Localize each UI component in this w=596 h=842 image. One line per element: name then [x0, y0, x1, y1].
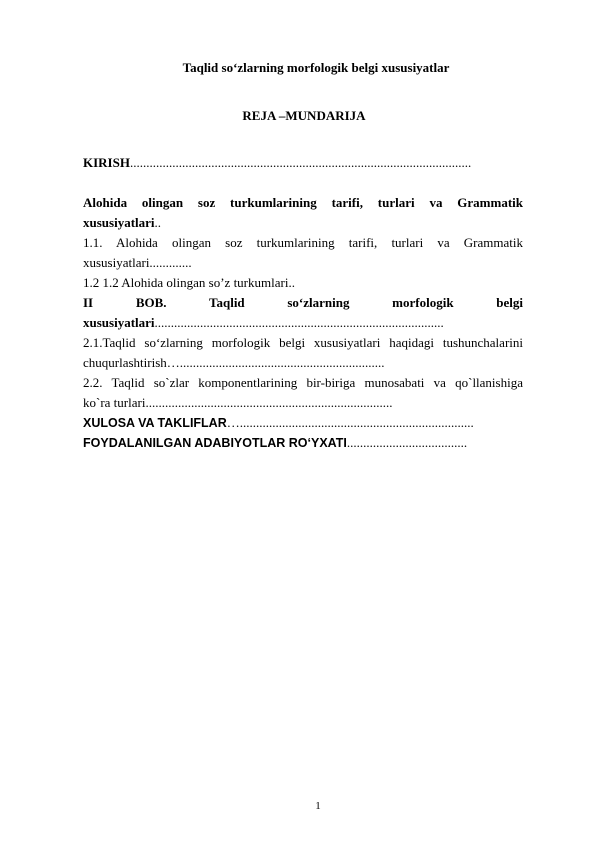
toc-section-1-2: 1.2 1.2 Alohida olingan so’z turkumlari..: [83, 275, 295, 290]
toc-section-2-1-line1: 2.1.Taqlid so‘zlarning morfologik belgi xususiyatlari haqidagi tushunchalarini: [83, 335, 523, 350]
toc-entry-adabiyotlar: [83, 433, 523, 453]
toc-chapter2-line2: [83, 313, 523, 333]
toc-entry-kirish: [83, 153, 523, 173]
toc-chapter1-line2: [83, 213, 523, 233]
toc-section-2-2-line1: 2.2. Taqlid so`zlar komponentlarining bir-biriga munosabati va qo`llanishiga: [83, 375, 523, 390]
page-number: 1: [315, 800, 321, 812]
toc-entry-xulosa: [83, 413, 523, 433]
toc-section-1-1-line1: 1.1. Alohida olingan soz turkumlarining tarifi, turlari va Grammatik: [83, 235, 523, 250]
toc-adabiyotlar-label: FOYDALANILGAN ADABIYOTLAR RO‘YXATI: [83, 436, 347, 450]
toc-xulosa-label: XULOSA VA TAKLIFLAR: [83, 416, 227, 430]
toc-kirish-label: KIRISH: [83, 155, 130, 170]
toc-chapter2-leader: .........................................................................................: [154, 315, 444, 330]
toc-section-2-1-line2: chuqurlashtirish…...............................................................: [83, 355, 385, 370]
toc-section-2-2-line2: ko`ra turlari............................................................................: [83, 395, 393, 410]
toc-chapter1-leader: ..: [154, 215, 162, 230]
toc-chapter2-line1: II BOB. Taqlid so‘zlarning morfologik belgi: [83, 295, 523, 310]
toc-kirish-leader: .........................................................................................................: [129, 155, 472, 170]
toc-adabiyotlar-leader: .....................................: [346, 435, 468, 450]
document-subtitle: REJA –MUNDARIJA: [242, 108, 366, 123]
toc-chapter2-label: xususiyatlari: [83, 315, 155, 330]
table-of-contents: [83, 153, 523, 453]
toc-xulosa-leader: …........................................................................: [226, 415, 474, 430]
document-title: Taqlid so‘zlarning morfologik belgi xususiyatlar: [182, 60, 450, 75]
toc-chapter1-label: xususiyatlari: [83, 215, 155, 230]
toc-section-1-1-line2: xususiyatlari.............: [83, 255, 192, 270]
toc-chapter1-line1: Alohida olingan soz turkumlarining tarifi, turlari va Grammatik: [83, 195, 523, 210]
